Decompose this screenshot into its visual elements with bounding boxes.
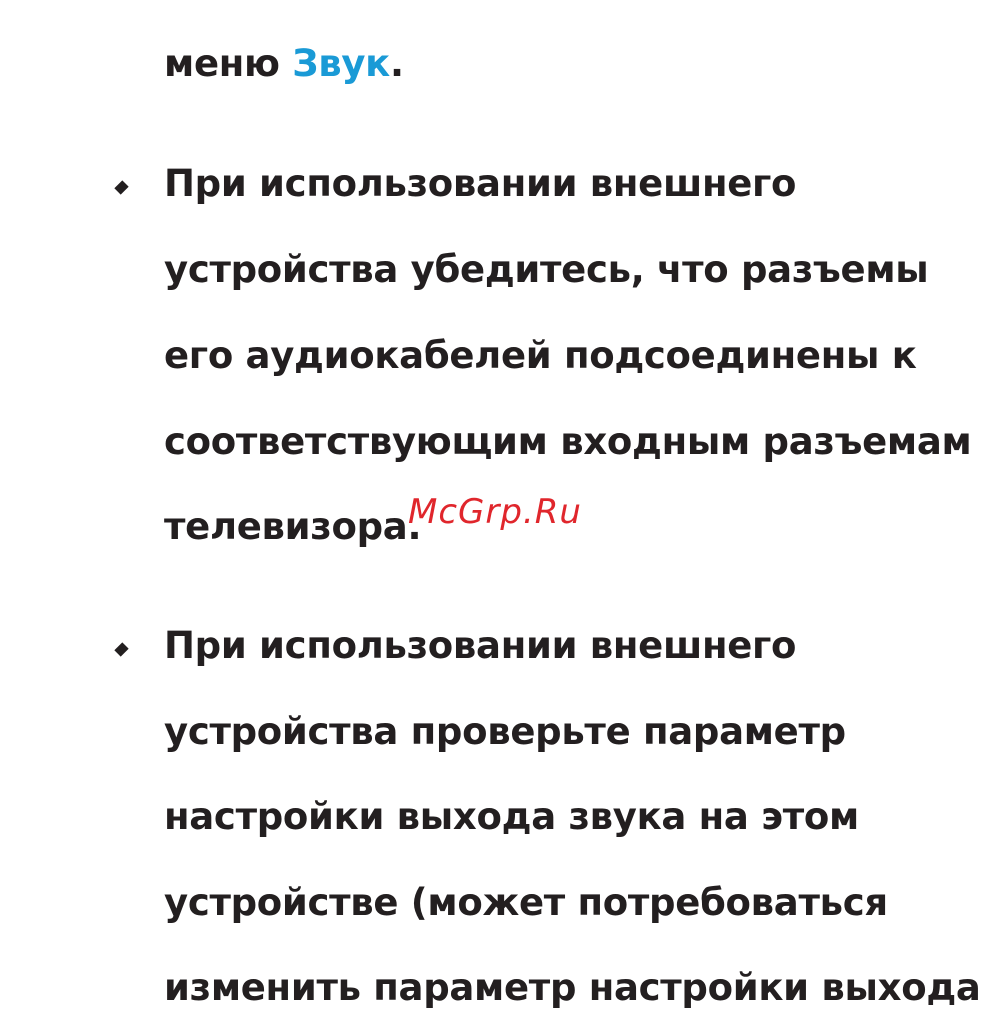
intro-suffix: .	[390, 42, 404, 85]
bullet-2-line-2: устройства проверьте параметр	[164, 710, 846, 753]
bullet-2-line-5: изменить параметр настройки выхода	[164, 966, 981, 1009]
bullet-2-line-3: настройки выхода звука на этом	[164, 795, 859, 838]
bullet-icon	[114, 180, 128, 194]
bullet-icon	[114, 642, 128, 656]
bullet-1-line-3: его аудиокабелей подсоединены к	[164, 334, 917, 377]
bullet-1-line-1: При использовании внешнего	[164, 162, 797, 205]
bullet-2-line-1: При использовании внешнего	[164, 624, 797, 667]
watermark-text: McGrp.Ru	[408, 492, 582, 532]
bullet-1-line-4: соответствующим входным разъемам	[164, 420, 972, 463]
sound-menu-link[interactable]: Звук	[292, 42, 390, 85]
bullet-2-line-4: устройстве (может потребоваться	[164, 881, 888, 924]
intro-prefix: меню	[164, 42, 293, 85]
bullet-1-line-2: устройства убедитесь, что разъемы	[164, 248, 929, 291]
bullet-1-line-5: телевизора.	[164, 505, 422, 548]
intro-line	[164, 42, 404, 86]
